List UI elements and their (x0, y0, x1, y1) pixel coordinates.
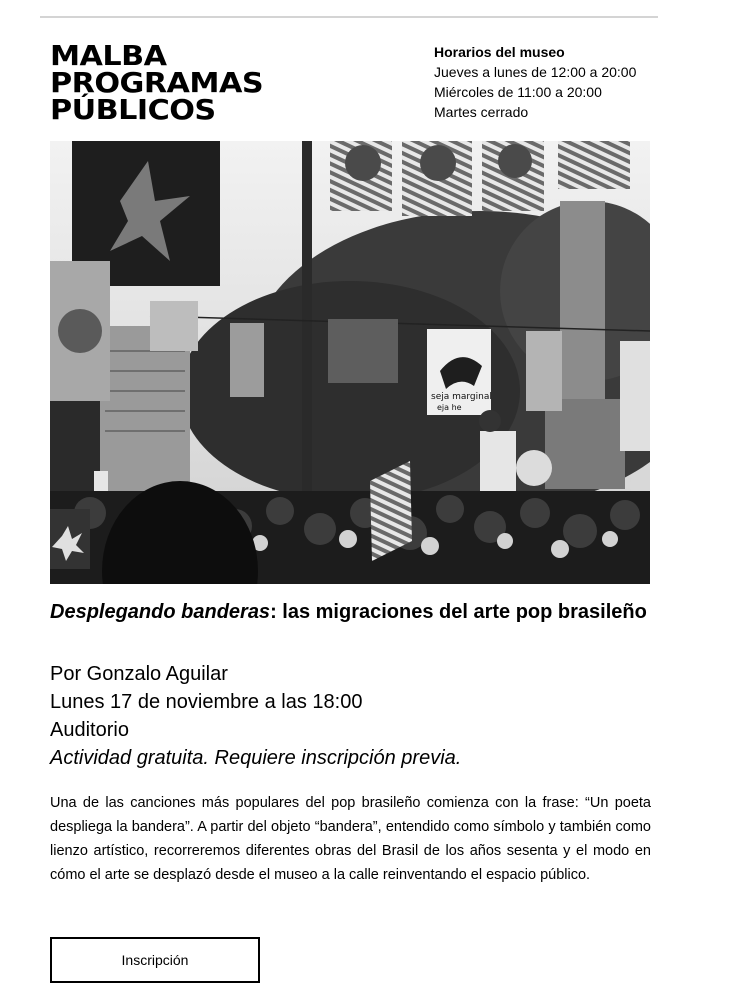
hours-title: Horarios del museo (434, 44, 565, 60)
event-description: Una de las canciones más populares del pop brasileño comienza con la frase: “Un poeta despliega la bandera”. A partir del objeto “bandera”, entendido como símbolo y también como lienzo artístico, recorreremos diferentes obras del Brasil de los años sesenta y el modo en cómo el arte se desplazó desde el museo a la calle reinventando el espacio público. (50, 795, 651, 883)
logo-line-3: PÚBLICOS (50, 93, 216, 126)
flag-caption-2: eja he (437, 403, 462, 412)
hours-line: Miércoles de 11:00 a 20:00 (434, 84, 602, 100)
logo-line-1: MALBA (50, 39, 167, 72)
event-note: Actividad gratuita. Requiere inscripción previa. (50, 747, 462, 769)
inscripcion-button-label: Inscripción (121, 952, 189, 968)
event-title (50, 600, 660, 624)
event-datetime: Lunes 17 de noviembre a las 18:00 (50, 691, 363, 713)
crowd-with-banners-illustration (50, 141, 650, 584)
flag-caption-1: seja marginal (431, 392, 492, 402)
event-photo (50, 141, 650, 584)
event-title-rest: : las migraciones del arte pop brasileño (270, 601, 647, 623)
event-details (50, 660, 461, 772)
inscripcion-button[interactable] (50, 937, 260, 983)
museum-hours (434, 42, 636, 122)
event-author: Por Gonzalo Aguilar (50, 663, 228, 685)
hours-line: Martes cerrado (434, 104, 529, 120)
hours-line: Jueves a lunes de 12:00 a 20:00 (434, 64, 637, 80)
event-place: Auditorio (50, 719, 129, 741)
event-title-italic: Desplegando banderas (50, 601, 271, 623)
logo-line-2: PROGRAMAS (50, 66, 264, 99)
top-divider (40, 16, 658, 18)
malba-programas-publicos-logo[interactable] (50, 39, 264, 126)
